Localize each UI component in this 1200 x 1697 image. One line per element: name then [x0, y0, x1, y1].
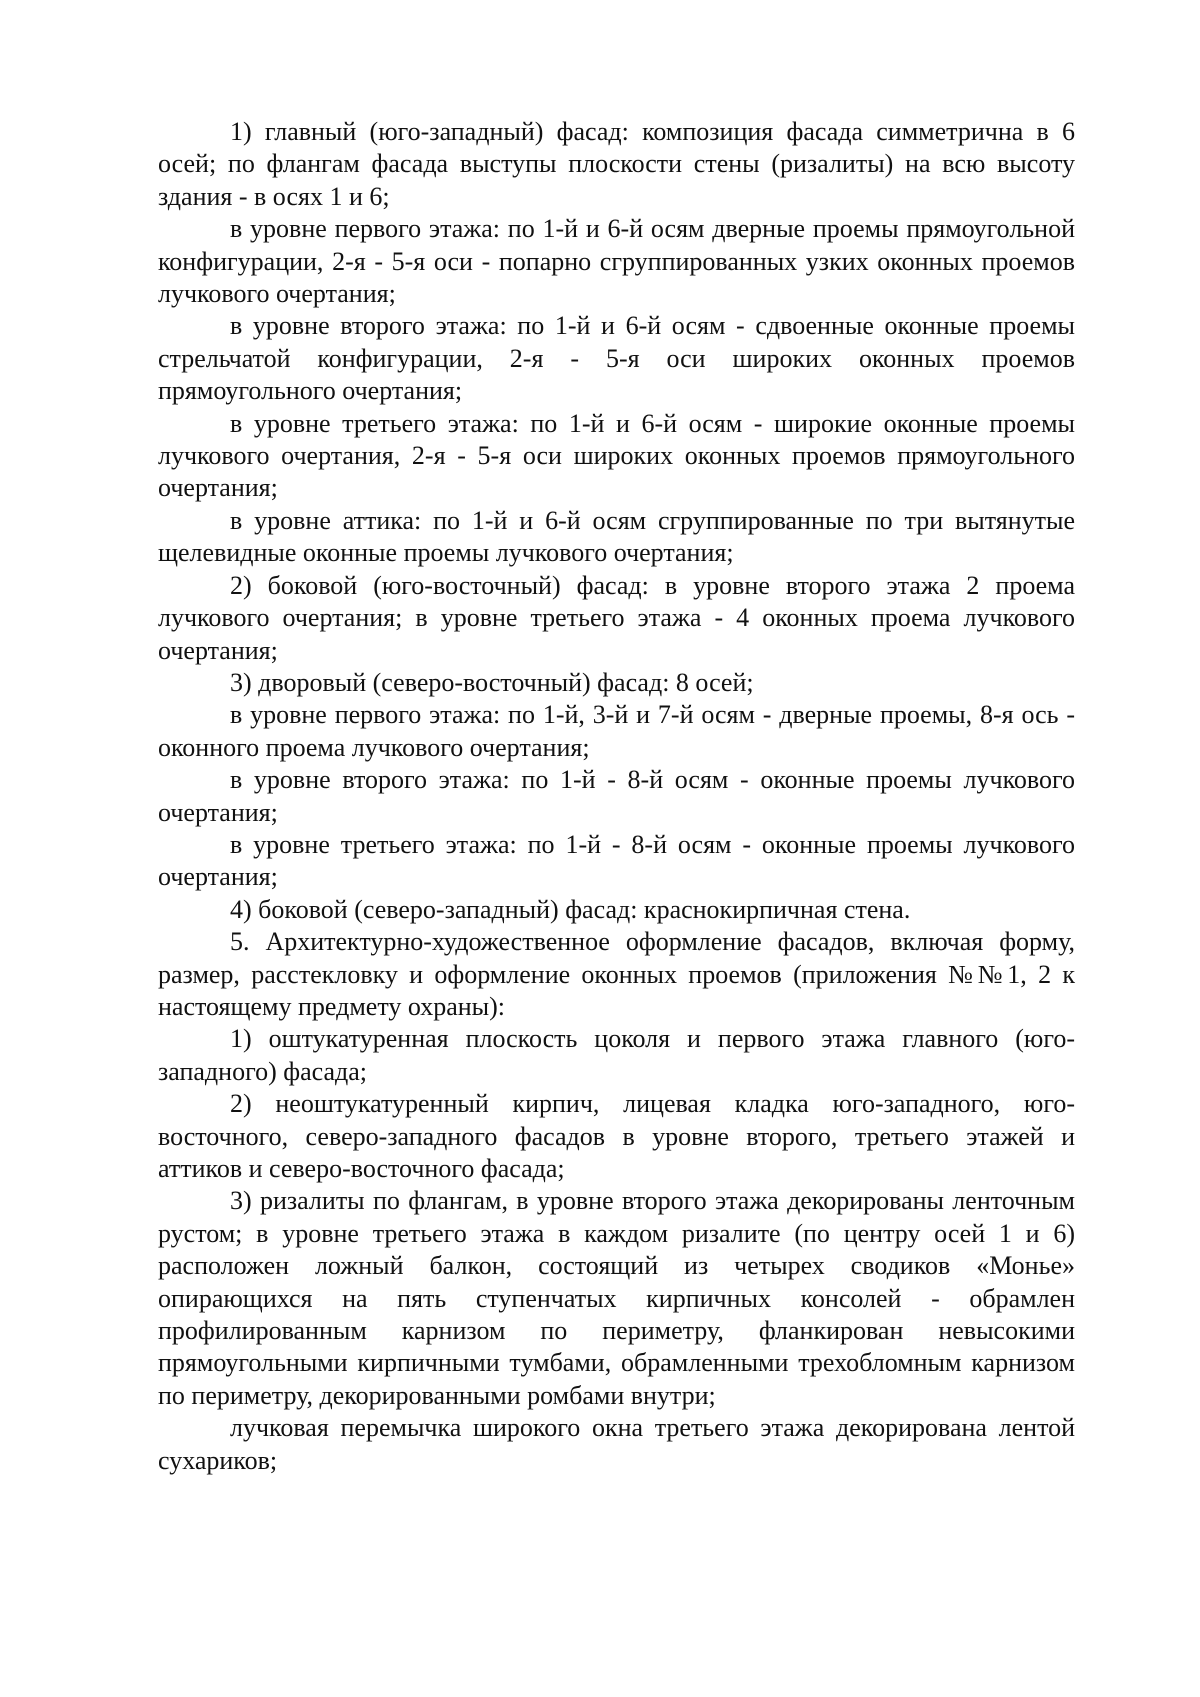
paragraph-10: в уровне третьего этажа: по 1-й - 8-й осям - оконные проемы лучкового очертания; — [158, 829, 1075, 892]
paragraph-8: в уровне первого этажа: по 1-й, 3-й и 7-й осям - дверные проемы, 8-я ось - оконного проема лучкового очертания; — [158, 700, 1075, 762]
paragraph-7: 3) дворовый (северо-восточный) фасад: 8 осей; — [230, 667, 754, 697]
paragraph-4: в уровне третьего этажа: по 1-й и 6-й осям - широкие оконные проемы лучкового очертания, 2-я - 5-я оси широких оконных проемов прямоугольного очертания; — [158, 408, 1075, 503]
paragraph-12: 5. Архитектурно-художественное оформление фасадов, включая форму, размер, расстекловку и оформление оконных проемов (приложения №№1, 2 к настоящему предмету охраны): — [158, 927, 1075, 1021]
paragraph-5: в уровне аттика: по 1-й и 6-й осям сгруппированные по три вытянутые щелевидные оконные проемы лучкового очертания; — [158, 505, 1075, 568]
paragraph-1: 1) главный (юго-западный) фасад: композиция фасада симметрична в 6 осей; по флангам фасада выступы плоскости стены (ризалиты) на всю высоту здания - в осях 1 и 6; — [158, 117, 1075, 211]
paragraph-3: в уровне второго этажа: по 1-й и 6-й осям - сдвоенные оконные проемы стрельчатой конфигурации, 2-я - 5-я оси широких оконных проемов прямоугольного очертания; — [158, 311, 1075, 406]
paragraph-9: в уровне второго этажа: по 1-й - 8-й осям - оконные проемы лучкового очертания; — [158, 765, 1075, 827]
paragraph-11: 4) боковой (северо-западный) фасад: краснокирпичная стена. — [230, 894, 911, 924]
paragraph-14: 2) неоштукатуренный кирпич, лицевая кладка юго-западного, юго-восточного, северо-западного фасадов в уровне второго, третьего этажей и аттиков и северо-восточного фасада; — [158, 1089, 1075, 1183]
paragraph-2: в уровне первого этажа: по 1-й и 6-й осям дверные проемы прямоугольной конфигурации, 2-я - 5-я оси - попарно сгруппированных узких оконных проемов лучкового очертания; — [158, 214, 1075, 309]
paragraph-16: лучковая перемычка широкого окна третьего этажа декорирована лентой сухариков; — [158, 1413, 1075, 1475]
paragraph-6: 2) боковой (юго-восточный) фасад: в уровне второго этажа 2 проема лучкового очертания; в уровне третьего этажа - 4 оконных проема лучкового очертания; — [158, 570, 1075, 665]
document-body — [158, 116, 1075, 1477]
paragraph-13: 1) оштукатуренная плоскость цоколя и первого этажа главного (юго-западного) фасада; — [158, 1024, 1075, 1086]
paragraph-15: 3) ризалиты по флангам, в уровне второго этажа декорированы ленточным рустом; в уровне третьего этажа в каждом ризалите (по центру осей 1 и 6) расположен ложный балкон, состоящий из четырех сводиков «Монье» опирающихся на пять ступенчатых кирпичных консолей - обрамлен профилированным карнизом по периметру, фланкирован невысокими прямоугольными кирпичными тумбами, обрамленными трехобломным карнизом по периметру, декорированными ромбами внутри; — [158, 1186, 1075, 1410]
